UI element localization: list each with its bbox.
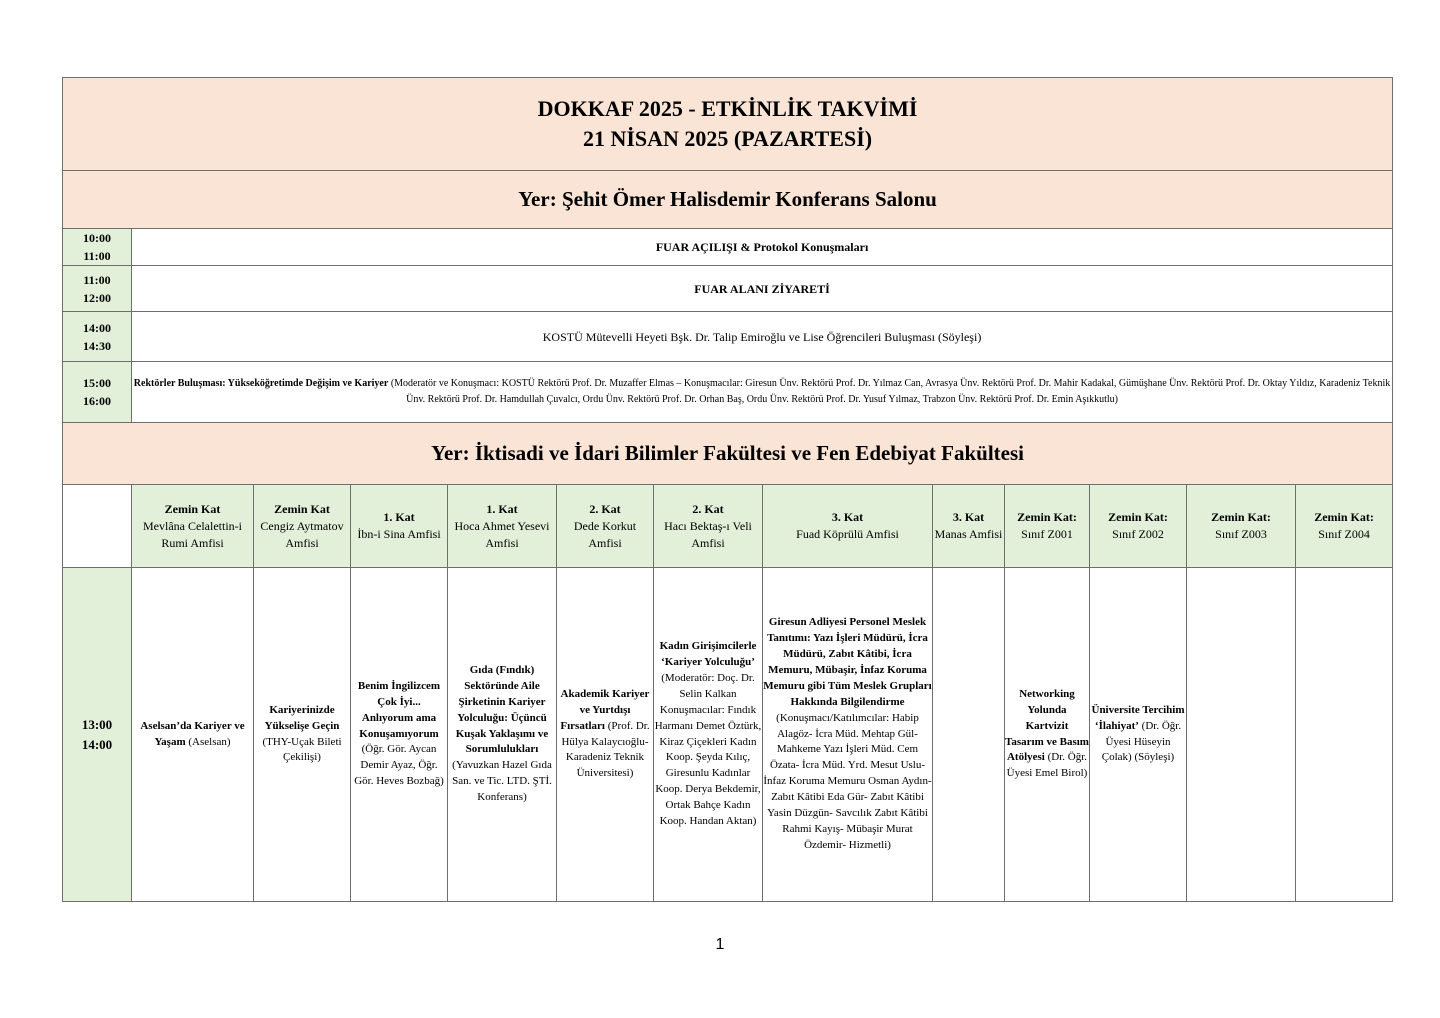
start-time: 11:00 [83,272,111,287]
floor-label: Zemin Kat: [1017,510,1077,524]
session-cell [351,568,448,902]
session-cell [654,568,763,902]
floor-label: Zemin Kat [274,501,330,516]
room-header [933,485,1005,568]
session-details: (Moderatör: Doç. Dr. Selin Kalkan Konuşmacılar: Fındık Harmanı Demet Öztürk, Kiraz Çiçekleri Kadın Koop. Şeyda Kılıç, Giresunlu Kadınlar Koop. Derya Bekdemir, Ortak Bahçe Kadın Koop. Handan Aktan) [654,671,762,828]
time-cell [63,229,132,266]
empty-corner-cell [63,485,132,568]
title-line-2: 21 NİSAN 2025 (PAZARTESİ) [582,126,873,151]
room-header [1187,485,1296,568]
event-cell: FUAR AÇILIŞI & Protokol Konuşmaları [132,229,1393,266]
page-number: 1 [715,936,725,953]
room-header-row [63,485,1393,568]
schedule-row [63,229,1393,266]
session-cell [557,568,654,902]
time-cell [63,362,132,423]
room-header [1005,485,1090,568]
room-label: Mevlâna Celalettin-i Rumi Amfisi [143,518,242,550]
floor-label: Zemin Kat [164,501,221,516]
session-title: Giresun Adliyesi Personel Meslek Tanıtımı: Yazı İşleri Müdürü, İcra Müdürü, Zabıt Kâtibi, İcra Memuru, Mübaşir, İnfaz Koruma Memuru gibi Tüm Meslek Grupları Hakkında Bilgilendirme [763,616,932,708]
room-header [351,485,448,568]
schedule-row [63,362,1393,423]
schedule-row [63,312,1393,362]
room-label: Sınıf Z002 [1112,527,1164,541]
session-cell [1005,568,1090,902]
room-header [1296,485,1393,568]
title-line-1: DOKKAF 2025 - ETKİNLİK TAKVİMİ [537,96,918,121]
session-title: Networking Yolunda Kartvizit Tasarım ve Basım Atölyesi [1005,687,1089,764]
session-details: (Konuşmacı/Katılımcılar: Habip Alagöz- İcra Müd. Mehtap Gül- Mahkeme Yazı İşleri Müd. Cem Özata- İcra Müd. Yrd. Mesut Uslu- İnfaz Koruma Memuru Osman Aydın- Zabıt Kâtibi Eda Gür- Zabıt Kâtibi Yasin Düzgün- Savcılık Zabıt Kâtibi Rahmi Kayış- Mübaşir Murat Özdemir- Hizmetli) [763,711,932,851]
session-title: Gıda (Fındık) Sektöründe Aile Şirketinin Kariyer Yolculuğu: Üçüncü Kuşak Yaklaşımı ve Sorumlulukları [455,663,549,756]
room-label: Manas Amfisi [934,527,1003,541]
end-time: 14:30 [83,338,111,353]
start-time: 15:00 [83,376,111,390]
event-cell: FUAR ALANI ZİYARETİ [132,266,1393,312]
session-details: (Aselsan) [185,735,231,748]
session-cell [254,568,351,902]
session-title: Kariyerinizde Yükselişe Geçin [264,703,340,732]
floor-label: 1. Kat [486,501,518,516]
session-cell [763,568,933,902]
floor-label: 2. Kat [692,501,724,516]
room-header [448,485,557,568]
room-header [254,485,351,568]
floor-label: 2. Kat [589,501,621,516]
session-details: (THY-Uçak Bileti Çekilişi) [262,735,342,764]
room-header [654,485,763,568]
session-title: Benim İngilizcem Çok İyi... Anlıyorum ama Konuşamıyorum [357,679,441,740]
room-label: Hoca Ahmet Yesevi Amfisi [454,518,550,550]
floor-label: Zemin Kat: [1211,510,1271,524]
session-title: Aselsan’da Kariyer ve Yaşam [140,719,245,748]
time-cell [63,266,132,312]
event-details: (Moderatör ve Konuşmacı: KOSTÜ Rektörü Prof. Dr. Muzaffer Elmas – Konuşmacılar: Giresun Ünv. Rektörü Prof. Dr. Yılmaz Can, Avrasya Ünv. Rektörü Prof. Dr. Mahir Kadakal, Gümüşhane Ünv. Rektörü Prof. Dr. Oktay Yıldız, Karadeniz Teknik Ünv. Rektörü Prof. Dr. Hamdullah Çuvalcı, Ordu Ünv. Rektörü Prof. Dr. Orhan Baş, Ordu Ünv. Rektörü Prof. Dr. Yusuf Yılmaz, Trabzon Ünv. Rektörü Prof. Dr. Emin Aşıkkutlu) [388,378,1391,405]
schedule-row [63,266,1393,312]
session-details: (Prof. Dr. Hülya Kalaycıoğlu-Karadeniz Teknik Üniversitesi) [561,719,650,780]
end-time: 16:00 [83,394,111,408]
session-cell [933,568,1005,902]
schedule-table [62,77,1393,902]
floor-label: Zemin Kat: [1108,510,1168,524]
room-label: İbn-i Sina Amfisi [357,527,441,541]
event-title: Rektörler Buluşması: Yükseköğretimde Değişim ve Kariyer [133,378,389,389]
room-header [763,485,933,568]
session-details: (Öğr. Gör. Aycan Demir Ayaz, Öğr. Gör. Heves Bozbağ) [354,743,444,788]
room-header [132,485,254,568]
room-label: Sınıf Z004 [1318,527,1370,541]
start-time: 13:00 [81,716,113,732]
session-cell [1090,568,1187,902]
room-label: Cengiz Aytmatov Amfisi [260,518,344,550]
floor-label: 1. Kat [383,510,415,524]
start-time: 14:00 [83,320,111,335]
floor-label: 3. Kat [831,510,864,524]
event-cell [132,362,1393,423]
event-cell: KOSTÜ Mütevelli Heyeti Bşk. Dr. Talip Emiroğlu ve Lise Öğrencileri Buluşması (Söyleşi) [132,312,1393,362]
session-cell [1187,568,1296,902]
session-cell [1296,568,1393,902]
session-title: Üniversite Tercihim ‘İlahiyat’ [1091,703,1185,732]
room-header [557,485,654,568]
session-time-cell [63,568,132,902]
start-time: 10:00 [83,231,111,245]
room-label: Fuad Köprülü Amfisi [796,527,899,541]
session-cell [132,568,254,902]
room-label: Dede Korkut Amfisi [573,518,637,550]
session-details: (Dr. Öğr. Üyesi Hüseyin Çolak) (Söyleşi) [1101,719,1182,764]
venue-heading-1: Yer: Şehit Ömer Halisdemir Konferans Salonu [63,171,1393,229]
room-header [1090,485,1187,568]
venue-heading-2: Yer: İktisadi ve İdari Bilimler Fakültesi ve Fen Edebiyat Fakültesi [63,423,1393,485]
end-time: 11:00 [83,249,111,263]
session-details: (Yavuzkan Hazel Gıda San. ve Tic. LTD. ŞTİ. Konferans) [452,759,552,804]
floor-label: 3. Kat [952,510,985,524]
floor-label: Zemin Kat: [1314,510,1374,524]
page-title [63,78,1393,171]
room-label: Sınıf Z003 [1215,527,1267,541]
session-title: Akademik Kariyer ve Yurtdışı Fırsatları [560,687,650,732]
session-details: (Dr. Öğr. Üyesi Emel Birol) [1006,751,1088,780]
room-label: Sınıf Z001 [1021,527,1073,541]
room-label: Hacı Bektaş-ı Veli Amfisi [664,518,752,550]
end-time: 12:00 [83,290,111,305]
end-time: 14:00 [81,736,113,752]
time-cell [63,312,132,362]
session-title: Kadın Girişimcilerle ‘Kariyer Yolculuğu’ [659,640,757,668]
session-cell [448,568,557,902]
session-row [63,568,1393,902]
